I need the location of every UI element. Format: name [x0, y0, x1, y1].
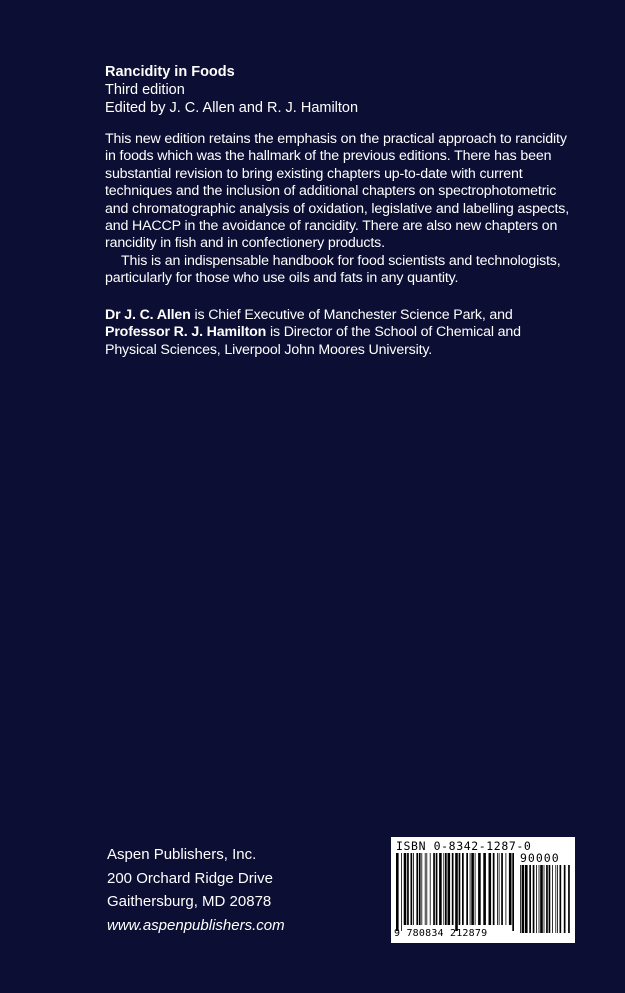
- book-title: Rancidity in Foods: [105, 64, 235, 80]
- editor-1-text: is Chief Executive of Manchester Science Park, and: [190, 307, 513, 323]
- publisher-website: www.aspenpublishers.com: [107, 916, 285, 934]
- price-code-label: 90000: [520, 851, 560, 865]
- ean-number: 9 780834 212879: [394, 928, 488, 939]
- publisher-street: 200 Orchard Ridge Drive: [107, 869, 273, 887]
- price-barcode-icon: [520, 865, 570, 939]
- description-paragraph-1: This new edition retains the emphasis on the practical approach to rancidity in foods which was the hallmark of the previous editions. There has been substantial revision to bring existing chapters up-to-date with current techniques and the inclusion of additional chapters on spectrophotometric and chromatographic analysis of oxidation, legislative and labelling aspects, and HACCP in the avoidance of rancidity. There are also new chapters on rancidity in fish and in confectionery products.: [105, 131, 570, 252]
- book-description: [105, 131, 573, 288]
- ean-barcode-icon: [396, 853, 514, 931]
- isbn-label: ISBN 0-8342-1287-0: [396, 839, 532, 853]
- publisher-city: Gaithersburg, MD 20878: [107, 893, 272, 911]
- description-paragraph-2: This is an indispensable handbook for food scientists and technologists, particularly for those who use oils and fats in any quantity.: [105, 252, 561, 287]
- editor-1-name: Dr J. C. Allen: [105, 307, 191, 323]
- book-header: [105, 63, 575, 117]
- book-editors: Edited by J. C. Allen and R. J. Hamilton: [105, 100, 359, 116]
- publisher-name: Aspen Publishers, Inc.: [107, 846, 257, 863]
- book-edition: Third edition: [105, 82, 185, 98]
- barcode-panel: [391, 837, 575, 943]
- editors-bio: [105, 307, 573, 359]
- publisher-info: [107, 843, 285, 937]
- editor-2-text: is Director of the School of Chemical and Physical Sciences, Liverpool John Moores University.: [105, 324, 521, 358]
- editor-2-name: Professor R. J. Hamilton: [105, 324, 267, 341]
